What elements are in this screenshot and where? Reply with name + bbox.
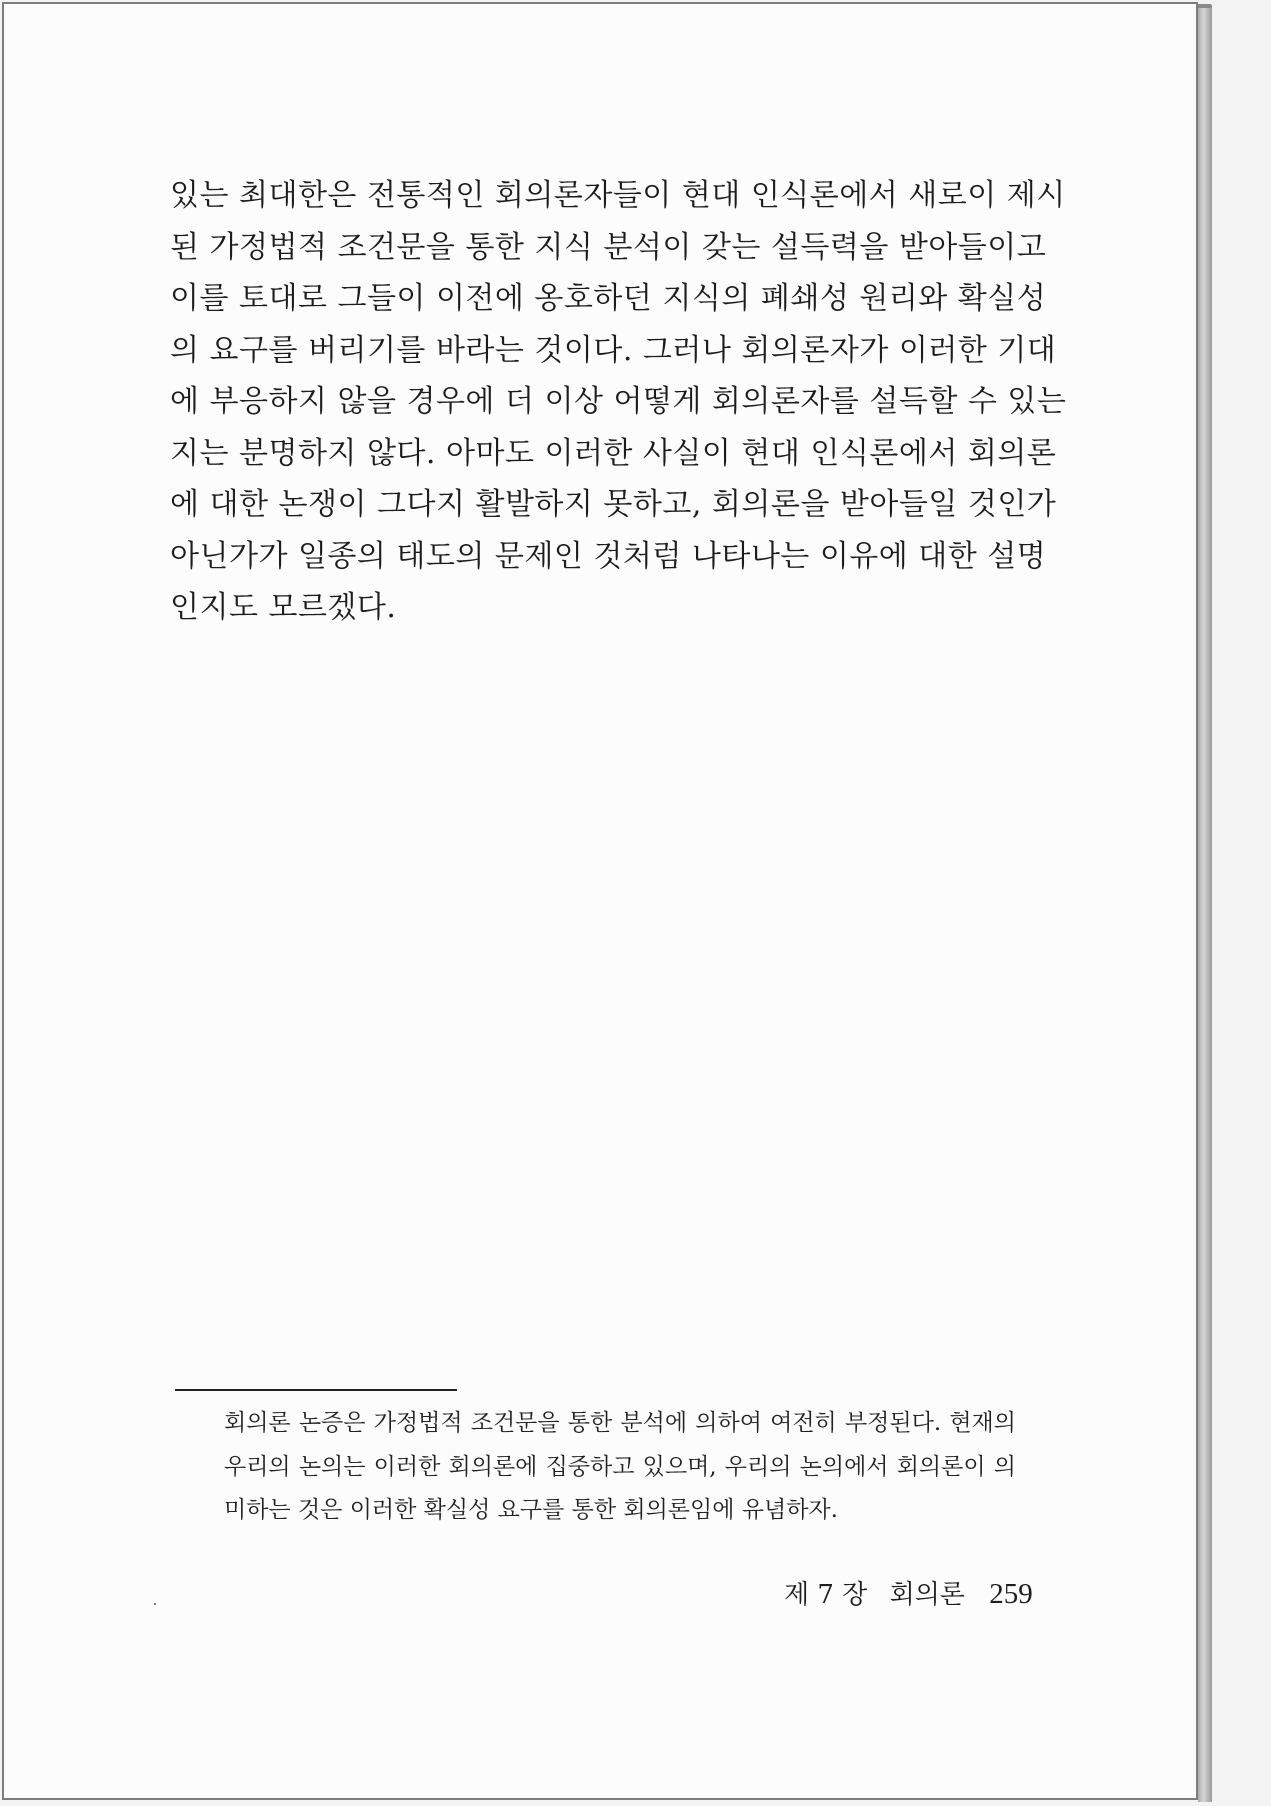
body-line: 지는 분명하지 않다. 아마도 이러한 사실이 현대 인식론에서 회의론: [170, 435, 1057, 471]
page-number: 259: [989, 1578, 1033, 1610]
body-line: 에 부응하지 않을 경우에 더 이상 어떻게 회의론자를 설득할 수 있는: [170, 384, 1067, 419]
body-line: 에 대한 논쟁이 그다지 활발하지 못하고, 회의론을 받아들일 것인가: [170, 487, 1057, 522]
page-edge: [1198, 8, 1212, 1802]
footnote-line: 미하는 것은 이러한 확실성 요구를 통한 회의론임에 유념하자.: [224, 1497, 838, 1523]
body-line: 인지도 모르겠다.: [170, 590, 397, 625]
body-paragraph: [170, 170, 1067, 634]
running-footer: [784, 1574, 1033, 1611]
body-line: 된 가정법적 조건문을 통한 지식 분석이 갖는 설득력을 받아들이고: [170, 229, 1047, 265]
body-line: 아닌가가 일종의 태도의 문제인 것처럼 나타나는 이유에 대한 설명: [170, 538, 1047, 574]
footnote: [224, 1402, 1016, 1533]
scan-speck: [154, 1603, 156, 1605]
footnote-line: 회의론 논증은 가정법적 조건문을 통한 분석에 의하여 여전히 부정된다. 현재의: [224, 1410, 1016, 1436]
body-line: 있는 최대한은 전통적인 회의론자들이 현대 인식론에서 새로이 제시: [170, 178, 1066, 213]
body-line: 의 요구를 버리기를 바라는 것이다. 그러나 회의론자가 이러한 기대: [170, 332, 1057, 368]
footer-section-title: 회의론: [889, 1580, 965, 1610]
footer-chapter: 제 7 장: [784, 1580, 868, 1610]
footnote-divider: [175, 1389, 457, 1391]
body-line: 이를 토대로 그들이 이전에 옹호하던 지식의 폐쇄성 원리와 확실성: [170, 281, 1047, 316]
footnote-line: 우리의 논의는 이러한 회의론에 집중하고 있으며, 우리의 논의에서 회의론이 의: [224, 1453, 1016, 1480]
